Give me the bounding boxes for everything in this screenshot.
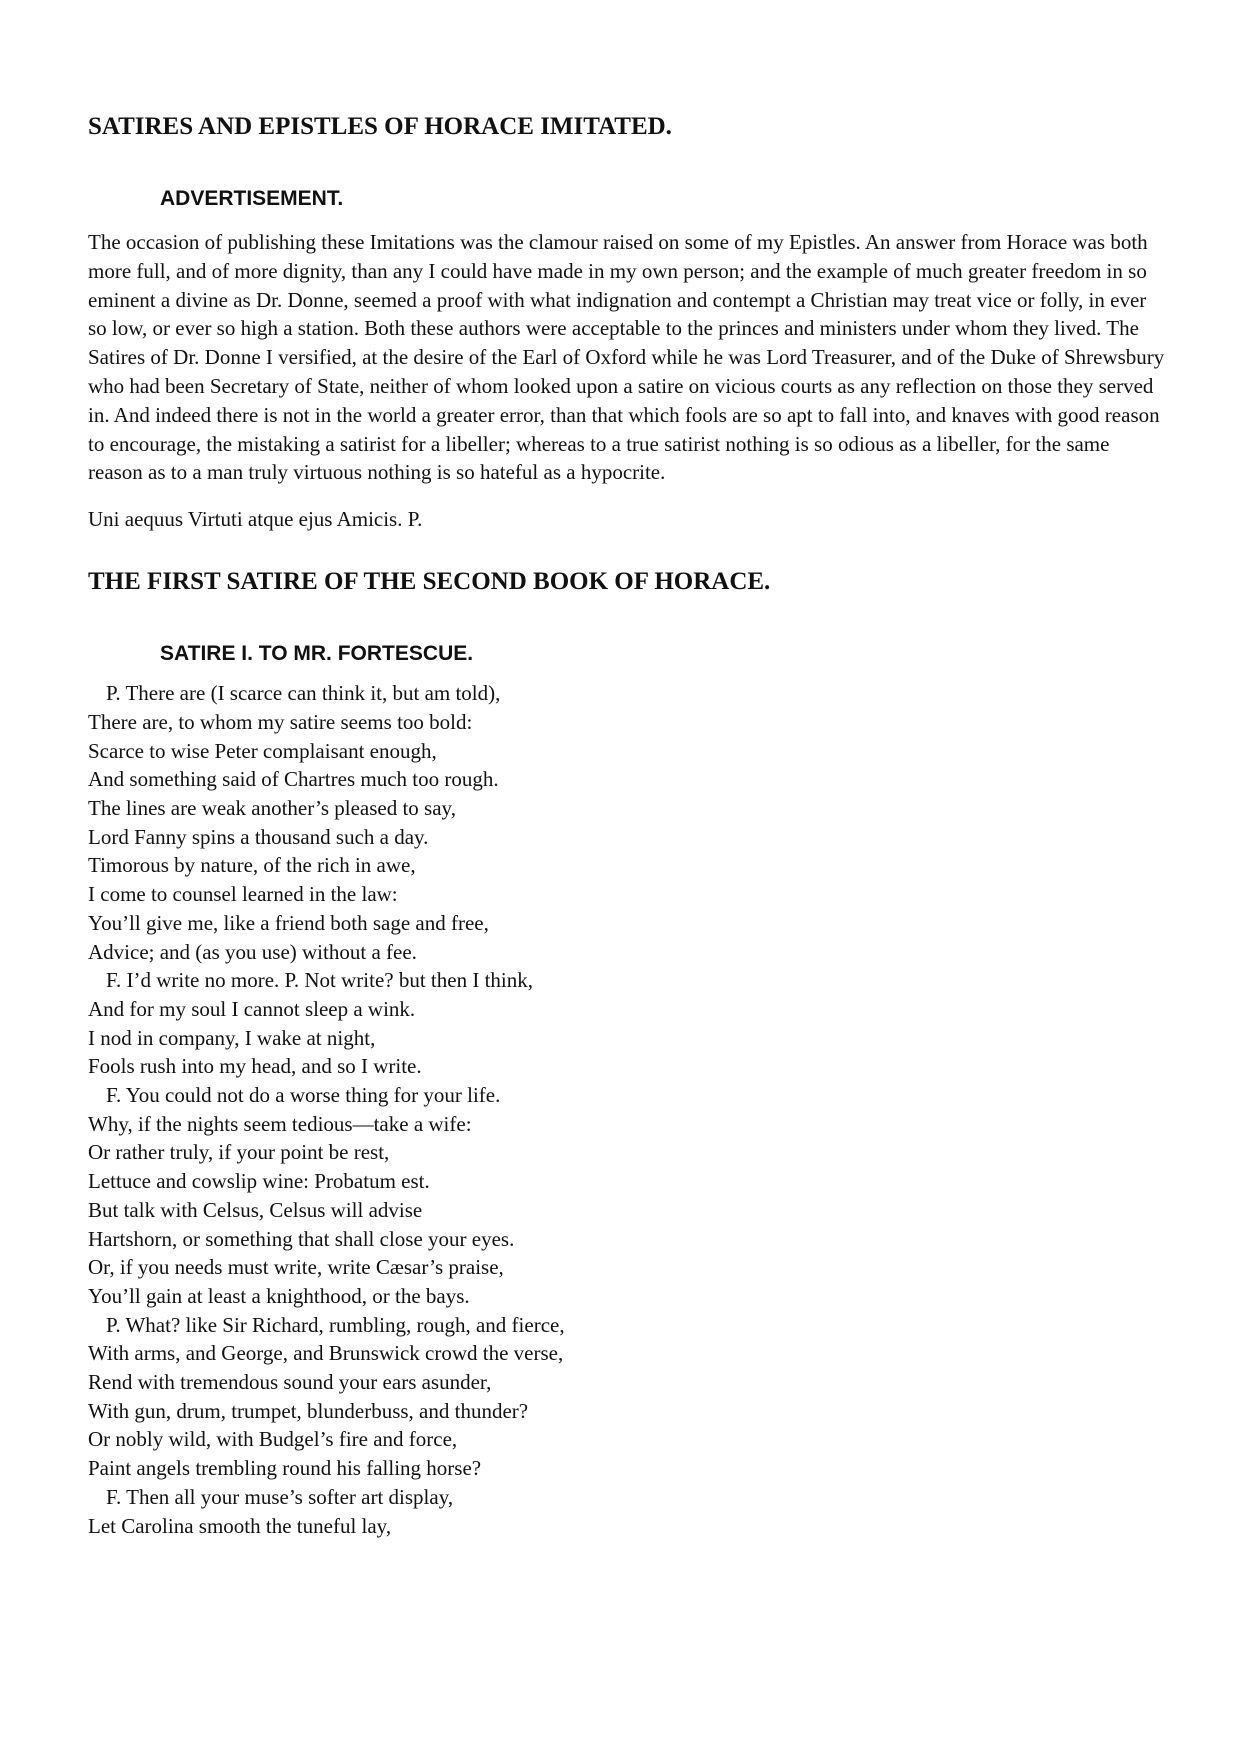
satire-title: THE FIRST SATIRE OF THE SECOND BOOK OF HORACE. [88, 568, 771, 596]
poem-line: With gun, drum, trumpet, blunderbuss, and thunder? [88, 1398, 529, 1423]
poem-line: P. There are (I scarce can think it, but am told), [106, 681, 501, 706]
advertisement-heading: ADVERTISEMENT. [160, 187, 344, 210]
poem-line: Or nobly wild, with Budgel’s fire and force, [88, 1427, 458, 1452]
poem-line: You’ll gain at least a knighthood, or the bays. [88, 1283, 470, 1308]
poem-line: Rend with tremendous sound your ears asunder, [88, 1370, 492, 1395]
advertisement-signoff: Uni aequus Virtuti atque ejus Amicis. P. [88, 507, 423, 532]
poem-line: But talk with Celsus, Celsus will advise [88, 1197, 423, 1222]
poem-line: And something said of Chartres much too rough. [88, 767, 499, 792]
poem-line: Lettuce and cowslip wine: Probatum est. [88, 1169, 430, 1194]
poem-line: Advice; and (as you use) without a fee. [88, 939, 417, 964]
poem [88, 679, 1168, 1540]
poem-line: The lines are weak another’s pleased to say, [88, 795, 456, 820]
document-page [88, 112, 1168, 1540]
poem-line: F. I’d write no more. P. Not write? but then I think, [106, 968, 534, 993]
poem-line: You’ll give me, like a friend both sage and free, [88, 910, 489, 935]
document-title: SATIRES AND EPISTLES OF HORACE IMITATED. [88, 113, 672, 140]
poem-line: Hartshorn, or something that shall close your eyes. [88, 1226, 515, 1251]
poem-line: There are, to whom my satire seems too bold: [88, 709, 473, 734]
satire-heading: SATIRE I. TO MR. FORTESCUE. [160, 642, 474, 666]
poem-line: Scarce to wise Peter complaisant enough, [88, 738, 437, 763]
poem-line: Timorous by nature, of the rich in awe, [88, 853, 416, 878]
poem-line: With arms, and George, and Brunswick crowd the verse, [88, 1341, 564, 1366]
advertisement-body: The occasion of publishing these Imitations was the clamour raised on some of my Epistles. An answer from Horace was both more full, and of more dignity, than any I could have made in my own person; and the example of much greater freedom in so eminent a divine as Dr. Donne, seemed a proof with what indignation and contempt a Christian may treat vice or folly, in ever so low, or ever so high a station. Both these authors were acceptable to the princes and ministers under whom they lived. The Satires of Dr. Donne I versified, at the desire of the Earl of Oxford while he was Lord Treasurer, and of the Duke of Shrewsbury who had been Secretary of State, neither of whom looked upon a satire on vicious courts as any reflection on those they served in. And indeed there is not in the world a greater error, than that which fools are so apt to fall into, and knaves with good reason to encourage, the mistaking a satirist for a libeller; whereas to a true satirist nothing is so odious as a libeller, for the same reason as to a man truly virtuous nothing is so hateful as a hypocrite. [88, 230, 1165, 485]
poem-line: Paint angels trembling round his falling horse? [88, 1456, 482, 1481]
poem-line: I come to counsel learned in the law: [88, 882, 398, 907]
poem-line: Or, if you needs must write, write Cæsar’s praise, [88, 1255, 504, 1280]
poem-line: F. Then all your muse’s softer art display, [106, 1484, 454, 1509]
poem-line: P. What? like Sir Richard, rumbling, rough, and fierce, [106, 1312, 565, 1337]
poem-line: And for my soul I cannot sleep a wink. [88, 996, 416, 1021]
poem-line: Lord Fanny spins a thousand such a day. [88, 824, 429, 849]
poem-line: Fools rush into my head, and so I write. [88, 1054, 422, 1079]
poem-line: I nod in company, I wake at night, [88, 1025, 376, 1050]
poem-line: Or rather truly, if your point be rest, [88, 1140, 390, 1165]
poem-line: Why, if the nights seem tedious—take a wife: [88, 1111, 472, 1136]
poem-line: Let Carolina smooth the tuneful lay, [88, 1513, 392, 1538]
poem-line: F. You could not do a worse thing for your life. [106, 1083, 501, 1108]
